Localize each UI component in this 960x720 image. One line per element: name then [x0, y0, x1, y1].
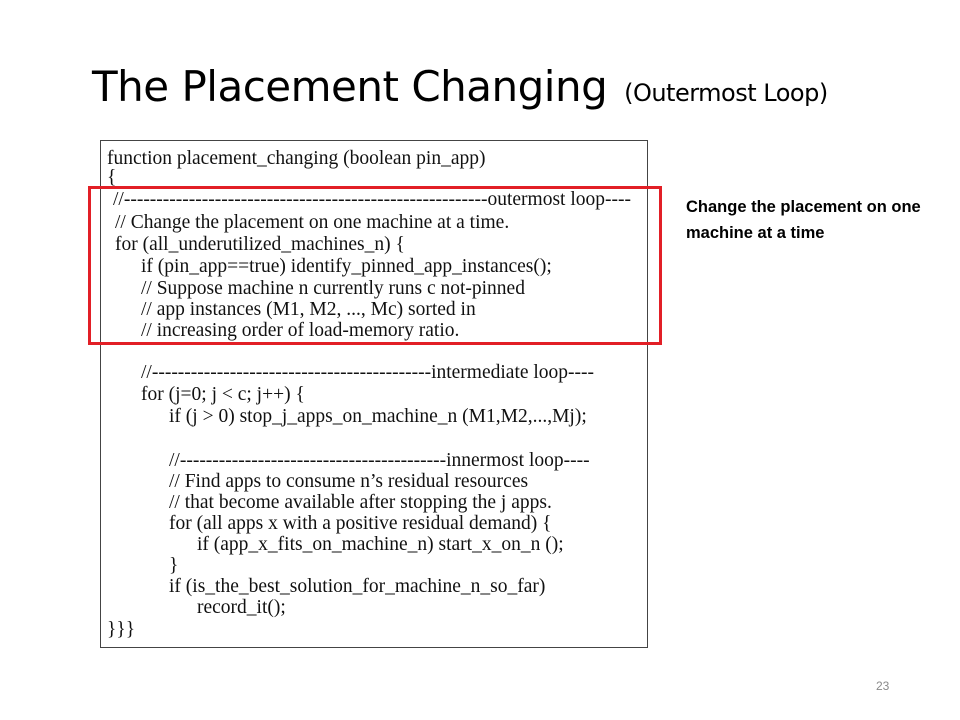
code-line: } [169, 555, 179, 576]
slide-subtitle: (Outermost Loop) [624, 79, 828, 107]
code-line: for (all apps x with a positive residual demand) { [169, 513, 552, 534]
outermost-loop-highlight [88, 186, 662, 345]
code-line: if (pin_app==true) identify_pinned_app_instances(); [141, 256, 552, 277]
slide-title [92, 62, 828, 111]
code-line: // Find apps to consume n’s residual resources [169, 471, 529, 492]
code-line: // Change the placement on one machine at a time. [115, 212, 510, 233]
code-line: function placement_changing (boolean pin_app) [107, 148, 486, 169]
code-line: // app instances (M1, M2, ..., Mc) sorted in [141, 299, 476, 320]
page-number: 23 [876, 679, 890, 693]
slide-title-main: The Placement Changing [92, 62, 608, 111]
code-line: //-----------------------------------------innermost loop---- [169, 450, 590, 471]
code-line: // Suppose machine n currently runs c not-pinned [141, 278, 525, 299]
code-line: { [107, 167, 117, 188]
code-line: record_it(); [197, 597, 286, 618]
code-line: for (all_underutilized_machines_n) { [115, 234, 405, 255]
code-line: }}} [107, 619, 136, 640]
code-line: if (is_the_best_solution_for_machine_n_so_far) [169, 576, 546, 597]
code-line: for (j=0; j < c; j++) { [141, 384, 305, 405]
annotation-note: Change the placement on one machine at a time [686, 198, 921, 242]
code-line: // increasing order of load-memory ratio. [141, 320, 460, 341]
code-line: // that become available after stopping the j apps. [169, 492, 552, 513]
code-line: //--------------------------------------------------------outermost loop---- [113, 189, 631, 210]
code-line: //-------------------------------------------intermediate loop---- [141, 362, 595, 383]
code-line: if (app_x_fits_on_machine_n) start_x_on_n (); [197, 534, 564, 555]
code-line: if (j > 0) stop_j_apps_on_machine_n (M1,M2,...,Mj); [169, 406, 587, 427]
